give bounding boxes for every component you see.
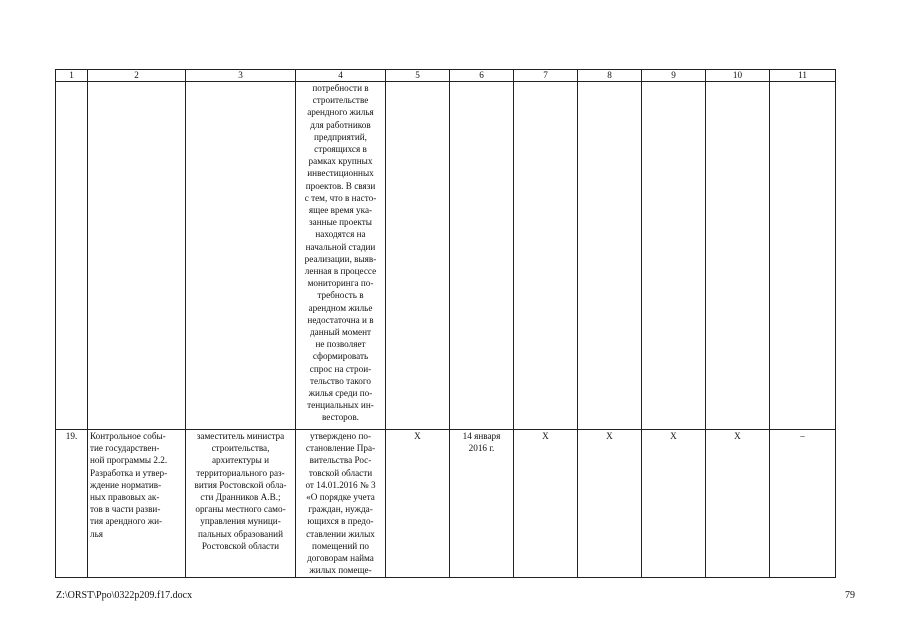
table-cell: X bbox=[386, 430, 450, 578]
column-number-cell: 9 bbox=[642, 70, 706, 82]
row-number-cell: 19. bbox=[56, 430, 88, 578]
column-number-cell: 10 bbox=[706, 70, 770, 82]
column-number-cell: 4 bbox=[296, 70, 386, 82]
table-cell bbox=[56, 82, 88, 430]
event-name-cell: Контрольное собы- тие государствен- ной программы 2.2. Разработка и утвер- ждение норматив- ных правовых ак- тов в части разви- тия арендного жи- лья bbox=[88, 430, 186, 578]
table-cell bbox=[642, 82, 706, 430]
table-cell bbox=[450, 82, 514, 430]
column-number-cell: 1 bbox=[56, 70, 88, 82]
table-cell bbox=[514, 82, 578, 430]
table-cell: – bbox=[770, 430, 836, 578]
footer-file-path: Z:\ORST\Ppo\0322p209.f17.docx bbox=[56, 590, 193, 601]
table-cell bbox=[386, 82, 450, 430]
column-number-row bbox=[56, 70, 836, 82]
column-number-cell: 5 bbox=[386, 70, 450, 82]
responsible-cell: заместитель министра строительства, архитектуры и территориального раз- вития Ростовской обла- сти Дранников А.В.; органы местного само- управления муници- пальных образований Ростовской области bbox=[186, 430, 296, 578]
table-cell bbox=[706, 82, 770, 430]
table-cell: X bbox=[706, 430, 770, 578]
column-number-cell: 8 bbox=[578, 70, 642, 82]
result-description-cell: утверждено по- становление Пра- вительства Рос- товской области от 14.01.2016 № 3 «О порядке учета граждан, нужда- ющихся в предо- ставлении жилых помещений по договорам найма жилых помеще- bbox=[296, 430, 386, 578]
table-cell bbox=[578, 82, 642, 430]
document-table bbox=[55, 69, 836, 578]
table-row-19 bbox=[56, 430, 836, 578]
result-description-cell: потребности в строительстве арендного жилья для работников предприятий, строящихся в рамках крупных инвестиционных проектов. В связи с тем, что в насто- ящее время ука- занные проекты находятся на начальной стадии реализации, выяв- ленная в процессе мониторинга по- требность в арендном жилье недостаточна и в данный момент не позволяет сформировать спрос на строи- тельство такого жилья среди по- тенциальных ин- весторов. bbox=[296, 82, 386, 430]
column-number-cell: 6 bbox=[450, 70, 514, 82]
column-number-cell: 2 bbox=[88, 70, 186, 82]
column-number-cell: 7 bbox=[514, 70, 578, 82]
table-cell bbox=[186, 82, 296, 430]
date-cell: 14 января 2016 г. bbox=[450, 430, 514, 578]
column-number-cell: 3 bbox=[186, 70, 296, 82]
column-number-cell: 11 bbox=[770, 70, 836, 82]
table-cell: X bbox=[642, 430, 706, 578]
table-row-continued bbox=[56, 82, 836, 430]
table-cell bbox=[770, 82, 836, 430]
footer-page-number: 79 bbox=[845, 590, 855, 601]
table-cell bbox=[88, 82, 186, 430]
table-cell: X bbox=[514, 430, 578, 578]
table-cell: X bbox=[578, 430, 642, 578]
